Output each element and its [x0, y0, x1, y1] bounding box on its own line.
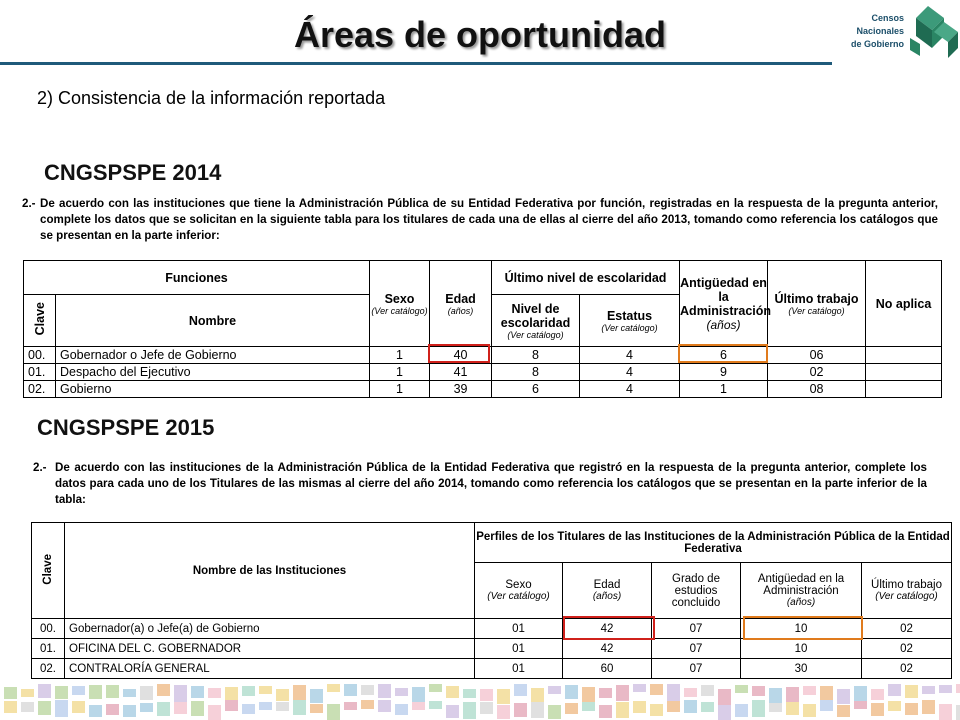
- table-row: [24, 364, 942, 381]
- question-2015-number: 2.-: [33, 461, 47, 474]
- mosaic-tile: [786, 702, 799, 715]
- header-edad-label: Edad: [593, 579, 621, 591]
- question-2015-text: De acuerdo con las instituciones de la Administración Pública de la Entidad Federativa que registró en la respuesta de la pregunta anterior, complete los datos para cada uno de los Titulares de las mismas al cierre del año 2014, tomando como referencia los catálogos que se presentan en la parte inferior de la tabla:: [55, 461, 927, 506]
- question-2014: [22, 196, 942, 248]
- mosaic-tile: [803, 686, 816, 695]
- title-underline: [0, 62, 832, 65]
- header-nombre: Nombre: [56, 295, 370, 347]
- cell-edad: 39: [430, 381, 492, 398]
- cell-edad: 40: [430, 347, 492, 364]
- mosaic-tile: [157, 702, 170, 716]
- cell-ultimo: 06: [768, 347, 866, 364]
- mosaic-tile: [497, 705, 510, 719]
- table-row: [32, 659, 952, 679]
- mosaic-tile: [276, 702, 289, 711]
- header-ultimo-trabajo: [768, 261, 866, 347]
- header-edad: [563, 563, 652, 619]
- mosaic-tile: [922, 700, 935, 714]
- logo-line-1: Censos: [871, 13, 904, 23]
- mosaic-tile: [446, 705, 459, 718]
- cell-estatus: 4: [580, 347, 680, 364]
- cell-estatus: 4: [580, 381, 680, 398]
- header-estatus: [580, 295, 680, 347]
- mosaic-tile: [378, 700, 391, 712]
- cell-sexo: 1: [370, 364, 430, 381]
- mosaic-tile: [89, 685, 102, 699]
- highlight-antiguedad-2014: [678, 344, 768, 363]
- mosaic-tile: [259, 702, 272, 710]
- cell-clave: 01.: [24, 364, 56, 381]
- mosaic-tile: [412, 702, 425, 710]
- header-sexo-sub: (Ver catálogo): [371, 305, 428, 316]
- cell-edad: 60: [563, 659, 652, 679]
- cell-ultimo: 02: [768, 364, 866, 381]
- header-clave: [24, 295, 56, 347]
- header-nombre-instituciones: Nombre de las Instituciones: [65, 523, 475, 619]
- header-perfiles: Perfiles de los Titulares de las Instituciones de la Administración Pública de la Entidad Federativa: [475, 523, 952, 563]
- header-edad-sub: (años): [447, 305, 474, 316]
- mosaic-tile: [888, 684, 901, 696]
- mosaic-tile: [565, 685, 578, 699]
- mosaic-tile: [514, 684, 527, 696]
- highlight-edad-2014: [428, 344, 490, 363]
- cell-nombre: OFICINA DEL C. GOBERNADOR: [65, 639, 475, 659]
- question-2014-text: De acuerdo con las instituciones que tiene la Administración Pública de su Entidad Federativa por función, registradas en la respuesta de la pregunta anterior, complete los datos que se solicitan en la siguiente tabla para los titulares de cada una de ellas al cierre del año 2013, tomando como referencia los catálogos que se presentan en la parte inferior:: [40, 197, 938, 242]
- mosaic-tile: [412, 687, 425, 702]
- cell-nivel: 6: [492, 381, 580, 398]
- table-row: [24, 381, 942, 398]
- header-ultimo-trabajo: [862, 563, 952, 619]
- mosaic-tile: [514, 703, 527, 717]
- mosaic-tile: [616, 702, 629, 718]
- header-clave: [32, 523, 65, 619]
- cell-nombre: Gobernador(a) o Jefe(a) de Gobierno: [65, 619, 475, 639]
- header-antiguedad-sub: (años): [786, 597, 816, 608]
- mosaic-tile: [106, 704, 119, 715]
- mosaic-tile: [769, 703, 782, 712]
- mosaic-tile: [922, 686, 935, 694]
- mosaic-tile: [905, 703, 918, 715]
- logo-line-3: de Gobierno: [850, 39, 904, 49]
- mosaic-tile: [463, 689, 476, 698]
- mosaic-tile: [38, 684, 51, 698]
- question-2015: [33, 460, 933, 512]
- mosaic-tile: [55, 700, 68, 717]
- cell-sexo: 1: [370, 381, 430, 398]
- mosaic-tile: [276, 689, 289, 701]
- header-sexo-label: Sexo: [505, 579, 532, 591]
- header-sexo: [370, 261, 430, 347]
- mosaic-tile: [497, 689, 510, 704]
- page-title: Áreas de oportunidad: [293, 14, 667, 55]
- cell-no-aplica: [866, 347, 942, 364]
- mosaic-tile: [480, 702, 493, 714]
- mosaic-tile: [684, 688, 697, 697]
- cell-antiguedad: 1: [680, 381, 768, 398]
- highlight-antiguedad-2015: [743, 616, 863, 640]
- mosaic-tile: [701, 685, 714, 696]
- header-nivel-label: Nivel de escolaridad: [500, 301, 571, 330]
- mosaic-tile: [548, 686, 561, 694]
- cell-sexo: 01: [475, 619, 563, 639]
- mosaic-tile: [599, 688, 612, 698]
- subtitle: 2) Consistencia de la información reportada: [37, 88, 386, 108]
- mosaic-tile: [344, 684, 357, 696]
- mosaic-tile: [327, 684, 340, 692]
- header-ultimo-trabajo-sub: (Ver catálogo): [788, 305, 845, 316]
- mosaic-tile: [123, 705, 136, 717]
- cell-ultimo: 02: [862, 639, 952, 659]
- header-nivel: [492, 295, 580, 347]
- mosaic-tile: [769, 688, 782, 703]
- mosaic-tile: [565, 703, 578, 714]
- header-ultimo-trabajo-sub: (Ver catálogo): [875, 591, 938, 602]
- mosaic-tile: [225, 700, 238, 711]
- mosaic-tile: [327, 704, 340, 720]
- mosaic-tile: [548, 705, 561, 719]
- header-ultimo-trabajo-label: Último trabajo: [774, 291, 859, 306]
- mosaic-tile: [667, 684, 680, 701]
- header-nivel-sub: (Ver catálogo): [507, 329, 564, 340]
- cell-clave: 02.: [32, 659, 65, 679]
- mosaic-tile: [174, 685, 187, 702]
- mosaic-tile: [480, 689, 493, 701]
- cell-edad: 41: [430, 364, 492, 381]
- mosaic-tile: [616, 685, 629, 701]
- cell-antiguedad: 9: [680, 364, 768, 381]
- header-grado: Grado de estudios concluido: [652, 563, 741, 619]
- cell-antiguedad: 10: [741, 619, 862, 639]
- highlight-edad-2015: [563, 616, 655, 640]
- mosaic-tile: [310, 704, 323, 713]
- mosaic-tile: [208, 688, 221, 698]
- mosaic-tile: [956, 705, 960, 720]
- mosaic-tile: [174, 702, 187, 714]
- mosaic-tile: [242, 704, 255, 714]
- mosaic-tile: [361, 700, 374, 709]
- cell-nivel: 8: [492, 364, 580, 381]
- mosaic-tile: [361, 685, 374, 695]
- cell-clave: 00.: [32, 619, 65, 639]
- mosaic-tile: [310, 689, 323, 703]
- mosaic-tile: [633, 684, 646, 692]
- cell-clave: 02.: [24, 381, 56, 398]
- censos-logo: [840, 4, 960, 66]
- mosaic-tile: [905, 685, 918, 698]
- mosaic-tile: [293, 685, 306, 701]
- mosaic-tile: [157, 684, 170, 696]
- mosaic-tile: [820, 686, 833, 700]
- mosaic-tile: [956, 684, 960, 693]
- mosaic-tile: [140, 686, 153, 700]
- mosaic-tile: [429, 684, 442, 692]
- table-2014-crop-edge: [20, 398, 946, 412]
- mosaic-tile: [21, 702, 34, 712]
- header-antiguedad-label: Antigüedad en la Administración: [680, 275, 772, 318]
- mosaic-tile: [55, 686, 68, 699]
- mosaic-tile: [123, 689, 136, 697]
- mosaic-tile: [293, 700, 306, 715]
- mosaic-tile: [650, 704, 663, 716]
- header-edad-label: Edad: [445, 291, 476, 306]
- mosaic-tile: [939, 685, 952, 693]
- mosaic-tile: [72, 701, 85, 713]
- table-row: [32, 639, 952, 659]
- cell-edad: 42: [563, 619, 652, 639]
- mosaic-tile: [701, 702, 714, 712]
- mosaic-tile: [667, 701, 680, 712]
- mosaic-tile: [463, 702, 476, 719]
- header-estatus-sub: (Ver catálogo): [601, 322, 658, 333]
- mosaic-tile: [735, 685, 748, 693]
- header-antiguedad-label: Antigüedad en la Administración: [757, 573, 845, 597]
- mosaic-tile: [89, 705, 102, 717]
- header-edad-sub: (años): [592, 591, 622, 602]
- mosaic-tile: [752, 686, 765, 696]
- section-2015-label: CNGSPSPE 2015: [37, 415, 215, 440]
- mosaic-tile: [191, 686, 204, 698]
- mosaic-tile: [531, 702, 544, 718]
- mosaic-tile: [718, 689, 731, 705]
- header-clave-label: Clave: [42, 553, 54, 585]
- mosaic-tile: [735, 704, 748, 717]
- cell-sexo: 01: [475, 659, 563, 679]
- mosaic-tile: [38, 701, 51, 715]
- cell-clave: 01.: [32, 639, 65, 659]
- header-clave-label: Clave: [32, 302, 47, 336]
- mosaic-tile: [446, 686, 459, 698]
- mosaic-tile: [939, 704, 952, 720]
- cell-antiguedad: 6: [680, 347, 768, 364]
- cell-ultimo: 08: [768, 381, 866, 398]
- mosaic-tile: [854, 701, 867, 709]
- cell-sexo: 1: [370, 347, 430, 364]
- header-sexo: [475, 563, 563, 619]
- cell-no-aplica: [866, 364, 942, 381]
- cell-edad: 42: [563, 639, 652, 659]
- cell-grado: 07: [652, 619, 741, 639]
- cell-nombre: Gobernador o Jefe de Gobierno: [56, 347, 370, 364]
- cell-no-aplica: [866, 381, 942, 398]
- footer-mosaic: [0, 680, 960, 720]
- cell-nombre: CONTRALORÍA GENERAL: [65, 659, 475, 679]
- mosaic-tile: [106, 685, 119, 698]
- header-sexo-sub: (Ver catálogo): [487, 591, 550, 602]
- logo-cubes-icon: [904, 4, 960, 66]
- mosaic-tile: [718, 705, 731, 720]
- mosaic-tile: [888, 701, 901, 711]
- mosaic-tile: [191, 701, 204, 716]
- logo-line-2: Nacionales: [856, 26, 904, 36]
- cell-sexo: 01: [475, 639, 563, 659]
- section-2014-label: CNGSPSPE 2014: [44, 160, 222, 185]
- cell-antiguedad: 10: [741, 639, 862, 659]
- mosaic-tile: [837, 705, 850, 717]
- cell-antiguedad: 30: [741, 659, 862, 679]
- mosaic-tile: [599, 705, 612, 718]
- mosaic-tile: [582, 702, 595, 711]
- mosaic-tile: [684, 700, 697, 713]
- cell-clave: 00.: [24, 347, 56, 364]
- mosaic-tile: [837, 689, 850, 704]
- mosaic-tile: [803, 704, 816, 717]
- header-edad: [430, 261, 492, 347]
- mosaic-tile: [259, 686, 272, 694]
- mosaic-tile: [429, 701, 442, 709]
- mosaic-tile: [395, 704, 408, 715]
- cell-grado: 07: [652, 659, 741, 679]
- mosaic-tile: [4, 687, 17, 699]
- cell-nombre: Despacho del Ejecutivo: [56, 364, 370, 381]
- mosaic-tile: [72, 686, 85, 695]
- mosaic-tile: [871, 703, 884, 716]
- header-no-aplica: No aplica: [866, 261, 942, 347]
- mosaic-tile: [242, 686, 255, 696]
- header-estatus-label: Estatus: [606, 308, 653, 323]
- logo-text: [842, 12, 904, 51]
- question-2014-number: 2.-: [22, 197, 36, 210]
- cell-grado: 07: [652, 639, 741, 659]
- mosaic-tile: [820, 700, 833, 711]
- header-sexo-label: Sexo: [384, 291, 415, 306]
- mosaic-tile: [395, 688, 408, 696]
- cell-nombre: Gobierno: [56, 381, 370, 398]
- header-ultimo-trabajo-label: Último trabajo: [871, 579, 942, 591]
- cell-ultimo: 02: [862, 659, 952, 679]
- mosaic-tile: [4, 701, 17, 713]
- header-antiguedad: [680, 261, 772, 347]
- header-antiguedad-sub: (años): [706, 317, 741, 332]
- header-ultimo-nivel: Último nivel de escolaridad: [492, 261, 680, 295]
- mosaic-tile: [378, 684, 391, 698]
- mosaic-tile: [650, 684, 663, 695]
- mosaic-tile: [633, 701, 646, 713]
- cell-ultimo: 02: [862, 619, 952, 639]
- cell-nivel: 8: [492, 347, 580, 364]
- mosaic-tile: [208, 705, 221, 720]
- mosaic-tile: [21, 689, 34, 697]
- mosaic-tile: [854, 686, 867, 702]
- mosaic-tile: [531, 688, 544, 703]
- cell-estatus: 4: [580, 364, 680, 381]
- header-funciones: Funciones: [24, 261, 370, 295]
- table-2014: [23, 260, 942, 398]
- table-2015: [31, 522, 952, 679]
- mosaic-tile: [752, 700, 765, 717]
- mosaic-tile: [140, 703, 153, 712]
- mosaic-tile: [344, 702, 357, 710]
- header-antiguedad: [741, 563, 862, 619]
- mosaic-tile: [871, 689, 884, 700]
